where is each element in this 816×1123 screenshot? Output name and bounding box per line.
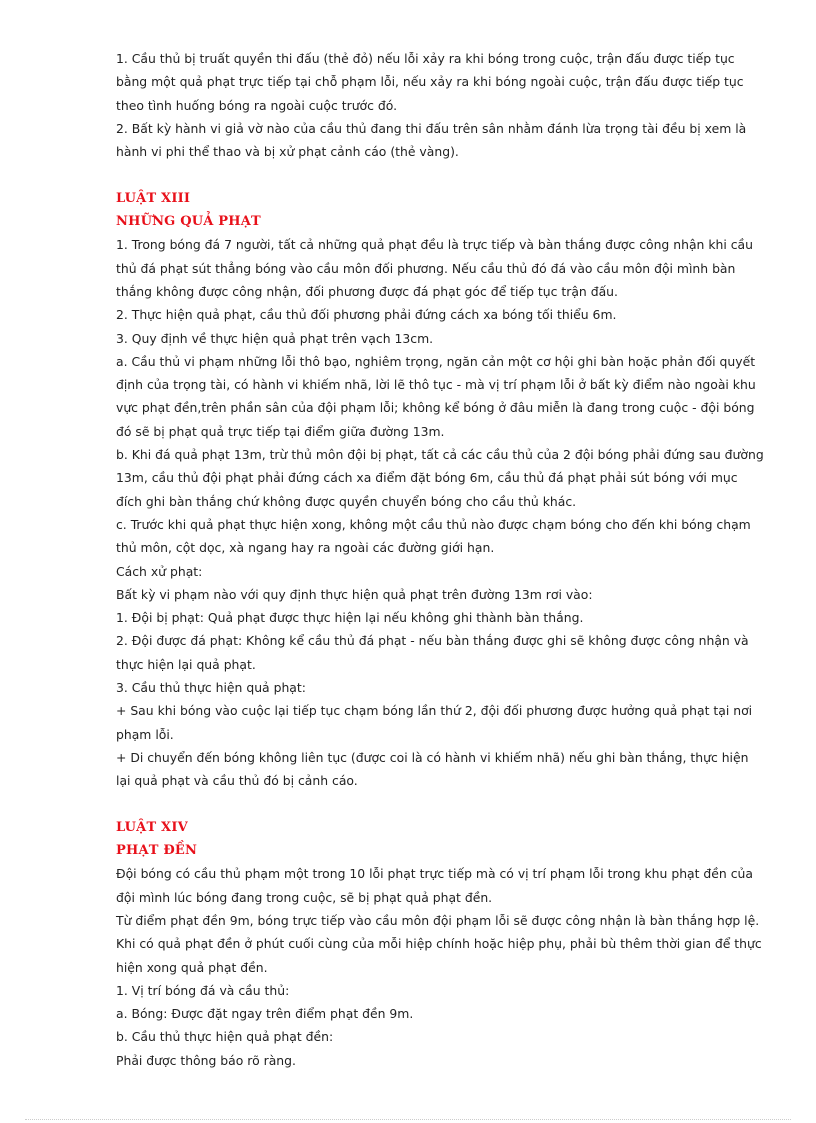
paragraph: 1. Đội bị phạt: Quả phạt được thực hiện lại nếu không ghi thành bàn thắng. (116, 610, 584, 626)
paragraph: Từ điểm phạt đền 9m, bóng trực tiếp vào cầu môn đội phạm lỗi sẽ được công nhận là bàn thắng hợp lệ. (116, 912, 760, 928)
paragraph: 2. Bất kỳ hành vi giả vờ nào của cầu thủ đang thi đấu trên sân nhằm đánh lừa trọng tài đều bị xem là hành vi phi thể thao và bị xử phạt cảnh cáo (thẻ vàng). (116, 120, 747, 160)
law-title-heading: NHỮNG QUẢ PHẠT (116, 214, 261, 230)
page-bottom-divider (25, 1119, 791, 1120)
paragraph: + Sau khi bóng vào cuộc lại tiếp tục chạm bóng lần thứ 2, đội đối phương được hưởng quả phạt tại nơi phạm lỗi. (116, 703, 753, 742)
paragraph: 2. Thực hiện quả phạt, cầu thủ đối phương phải đứng cách xa bóng tối thiểu 6m. (116, 307, 617, 323)
paragraph: 1. Trong bóng đá 7 người, tất cả những quả phạt đều là trực tiếp và bàn thắng được công nhận khi cầu thủ đá phạt sút thẳng bóng vào cầu môn đối phương. Nếu cầu thủ đó đá vào cầu môn đội mình bàn thắng không được công nhận, đối phương được đá phạt góc để tiếp tục trận đấu. (116, 237, 753, 299)
paragraph: Bất kỳ vi phạm nào với quy định thực hiện quả phạt trên đường 13m rơi vào: (116, 586, 593, 602)
paragraph: b. Cầu thủ thực hiện quả phạt đền: (116, 1029, 334, 1045)
section-law-xiii (116, 187, 766, 793)
spacer (116, 163, 766, 186)
paragraph: + Di chuyển đến bóng không liên tục (được coi là có hành vi khiếm nhã) nếu ghi bàn thắng, thực hiện lại quả phạt và cầu thủ đó bị cảnh cáo. (116, 749, 749, 789)
paragraph: a. Cầu thủ vi phạm những lỗi thô bạo, nghiêm trọng, ngăn cản một cơ hội ghi bàn hoặc phản đối quyết định của trọng tài, có hành vi khiếm nhã, lời lẽ thô tục - mà vị trí phạm lỗi ở bất kỳ điểm nào ngoài khu vực phạt đền,trên phần sân của đội phạm lỗi; không kể bóng ở đâu miễn là đang trong cuộc - đội bóng đó sẽ bị phạt quả trực tiếp tại điểm giữa đường 13m. (116, 353, 756, 439)
document-body (116, 47, 766, 1072)
paragraph: Cách xử phạt: (116, 563, 203, 579)
section-law-xiv (116, 816, 766, 1072)
paragraph: c. Trước khi quả phạt thực hiện xong, không một cầu thủ nào được chạm bóng cho đến khi bóng chạm thủ môn, cột dọc, xà ngang hay ra ngoài các đường giới hạn. (116, 516, 751, 556)
section-intro (116, 47, 766, 163)
spacer (116, 793, 766, 816)
law-number-heading: LUẬT XIV (116, 819, 188, 835)
paragraph: a. Bóng: Được đặt ngay trên điểm phạt đền 9m. (116, 1006, 414, 1022)
paragraph: 3. Quy định về thực hiện quả phạt trên vạch 13cm. (116, 330, 434, 346)
paragraph: 1. Cầu thủ bị truất quyền thi đấu (thẻ đỏ) nếu lỗi xảy ra khi bóng trong cuộc, trận đấu được tiếp tục bằng một quả phạt trực tiếp tại chỗ phạm lỗi, nếu xảy ra khi bóng ngoài cuộc, trận đấu được tiếp tục theo tình huống bóng ra ngoài cuộc trước đó. (116, 51, 744, 113)
paragraph: 3. Cầu thủ thực hiện quả phạt: (116, 680, 306, 696)
paragraph: Đội bóng có cầu thủ phạm một trong 10 lỗi phạt trực tiếp mà có vị trí phạm lỗi trong khu phạt đền của đội mình lúc bóng đang trong cuộc, sẽ bị phạt quả phạt đền. (116, 866, 753, 905)
paragraph: 1. Vị trí bóng đá và cầu thủ: (116, 982, 290, 998)
paragraph: Khi có quả phạt đền ở phút cuối cùng của mỗi hiệp chính hoặc hiệp phụ, phải bù thêm thời gian để thực hiện xong quả phạt đền. (116, 936, 762, 975)
paragraph: 2. Đội được đá phạt: Không kể cầu thủ đá phạt - nếu bàn thắng được ghi sẽ không được công nhận và thực hiện lại quả phạt. (116, 633, 749, 672)
paragraph: Phải được thông báo rõ ràng. (116, 1052, 296, 1068)
law-number-heading: LUẬT XIII (116, 190, 191, 206)
law-title-heading: PHẠT ĐỀN (116, 843, 198, 859)
paragraph: b. Khi đá quả phạt 13m, trừ thủ môn đội bị phạt, tất cả các cầu thủ của 2 đội bóng phải đứng sau đường 13m, cầu thủ đội phạt phải đứng cách xa điểm đặt bóng 6m, cầu thủ đá phạt phải sút bóng với mục đích ghi bàn thắng chứ không được quyền chuyển bóng cho cầu thủ khác. (116, 447, 764, 509)
